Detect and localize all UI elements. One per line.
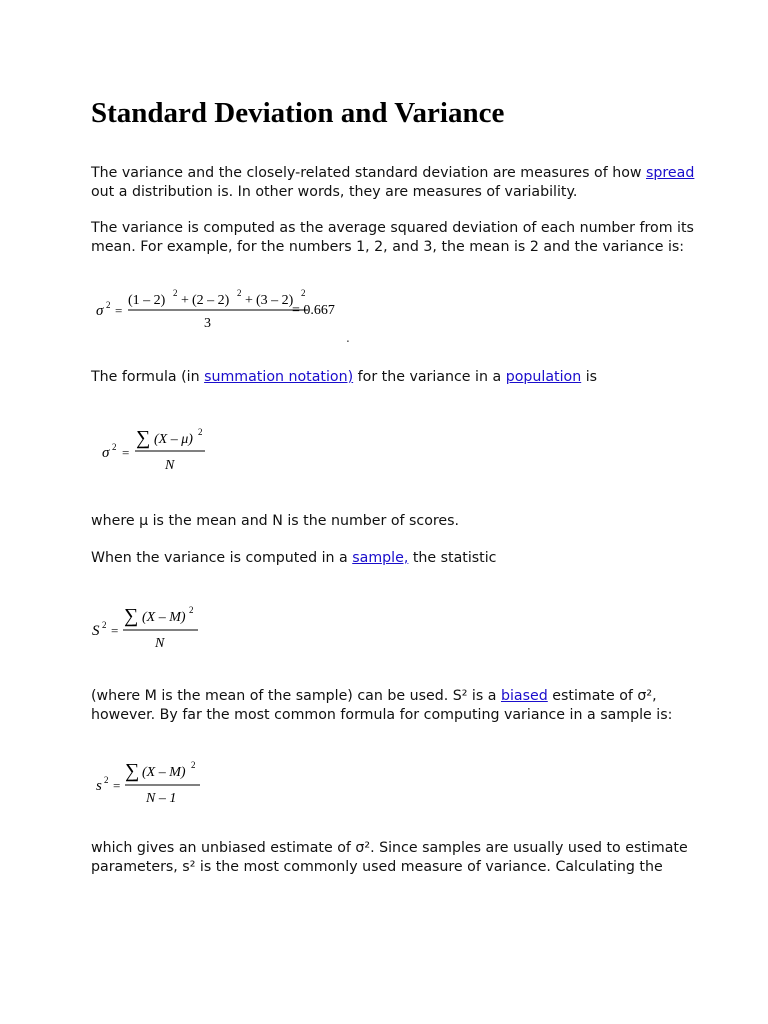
intro-paragraph (91, 164, 701, 202)
formula2-denominator: N (165, 458, 175, 473)
formula2-lhs-sup: 2 (112, 442, 117, 452)
formula1-term-1: (1 – 2) (128, 293, 166, 308)
page-title: Standard Deviation and Variance (91, 97, 505, 129)
stray-dot: . (346, 331, 350, 345)
example-variance-formula-svg (92, 286, 352, 332)
sample-statistic-line: When the variance is computed in a sample, the statistic (91, 550, 497, 566)
formula4-sup: 2 (191, 760, 196, 770)
formula3-sum-symbol: ∑ (124, 605, 139, 627)
formula1-lhs-sup: 2 (106, 300, 111, 310)
formula3-denominator: N (155, 636, 165, 651)
formula1-equals: = (115, 303, 123, 318)
formula4-s: s (96, 778, 102, 794)
population-variance-formula-svg (92, 424, 222, 476)
sample-link[interactable]: sample, (352, 550, 409, 566)
formula4-equals: = (113, 778, 121, 793)
unbiased-sample-variance-formula-svg (92, 755, 222, 809)
example-variance-formula (92, 286, 352, 332)
formula2-equals: = (122, 445, 130, 460)
unbiased-line-2: parameters, s² is the most commonly used measure of variance. Calculating the (91, 859, 663, 875)
formula1-term-3: (3 – 2) (256, 293, 294, 308)
formula2-numerator: (X – μ) (154, 432, 193, 447)
formula3-s: S (92, 623, 100, 639)
formula4-denominator: N – 1 (146, 791, 177, 806)
variance-line-2: mean. For example, for the numbers 1, 2, and 3, the mean is 2 and the variance is: (91, 239, 685, 255)
population-line: The formula (in summation notation) for the variance in a population is (91, 369, 598, 385)
intro-line-2: out a distribution is. In other words, they are measures of variability. (91, 184, 578, 200)
variance-computed-paragraph (91, 219, 701, 257)
formula3-lhs-sup: 2 (102, 620, 107, 630)
formula1-term-2: (2 – 2) (192, 293, 230, 308)
population-formula-paragraph (91, 368, 701, 387)
biased-sample-variance-formula-svg (92, 600, 222, 652)
variance-line-1: The variance is computed as the average squared deviation of each number from its (91, 220, 694, 236)
population-link[interactable]: population (505, 369, 582, 385)
formula1-sigma: σ (96, 303, 104, 319)
spread-link[interactable]: spread (646, 165, 695, 181)
formula3-numerator: (X – M) (142, 610, 186, 625)
formula1-term-3-sup: 2 (301, 288, 306, 298)
unbiased-line-1: which gives an unbiased estimate of σ². Since samples are usually used to estimate (91, 840, 688, 856)
formula1-term-2-sup: 2 (237, 288, 242, 298)
formula1-result: = 0.667 (292, 303, 335, 318)
unbiased-sample-variance-formula (92, 755, 222, 809)
biased-line-2: however. By far the most common formula for computing variance in a sample is: (91, 707, 673, 723)
mu-definition-paragraph (91, 512, 701, 531)
formula3-sup: 2 (189, 605, 194, 615)
population-variance-formula (92, 424, 222, 476)
formula1-plus-2: + (245, 293, 253, 308)
formula1-term-1-sup: 2 (173, 288, 178, 298)
formula1-plus-1: + (181, 293, 189, 308)
formula2-sup: 2 (198, 427, 203, 437)
formula4-lhs-sup: 2 (104, 775, 109, 785)
intro-line-1: The variance and the closely-related standard deviation are measures of how spread (91, 165, 695, 181)
biased-sample-variance-formula (92, 600, 222, 652)
biased-line-1: (where M is the mean of the sample) can be used. S² is a biased estimate of σ², (91, 688, 657, 704)
formula2-sigma: σ (102, 445, 110, 461)
formula3-equals: = (111, 623, 119, 638)
formula1-denominator: 3 (204, 316, 211, 331)
summation-notation-link[interactable]: summation notation) (204, 369, 354, 385)
biased-estimate-paragraph (91, 687, 701, 725)
unbiased-estimate-paragraph (91, 839, 701, 877)
biased-link[interactable]: biased (500, 688, 548, 704)
formula4-sum-symbol: ∑ (125, 760, 140, 782)
formula2-sum-symbol: ∑ (136, 427, 151, 449)
formula4-numerator: (X – M) (142, 765, 186, 780)
sample-statistic-paragraph (91, 549, 701, 568)
mu-definition-line: where μ is the mean and N is the number of scores. (91, 513, 460, 529)
